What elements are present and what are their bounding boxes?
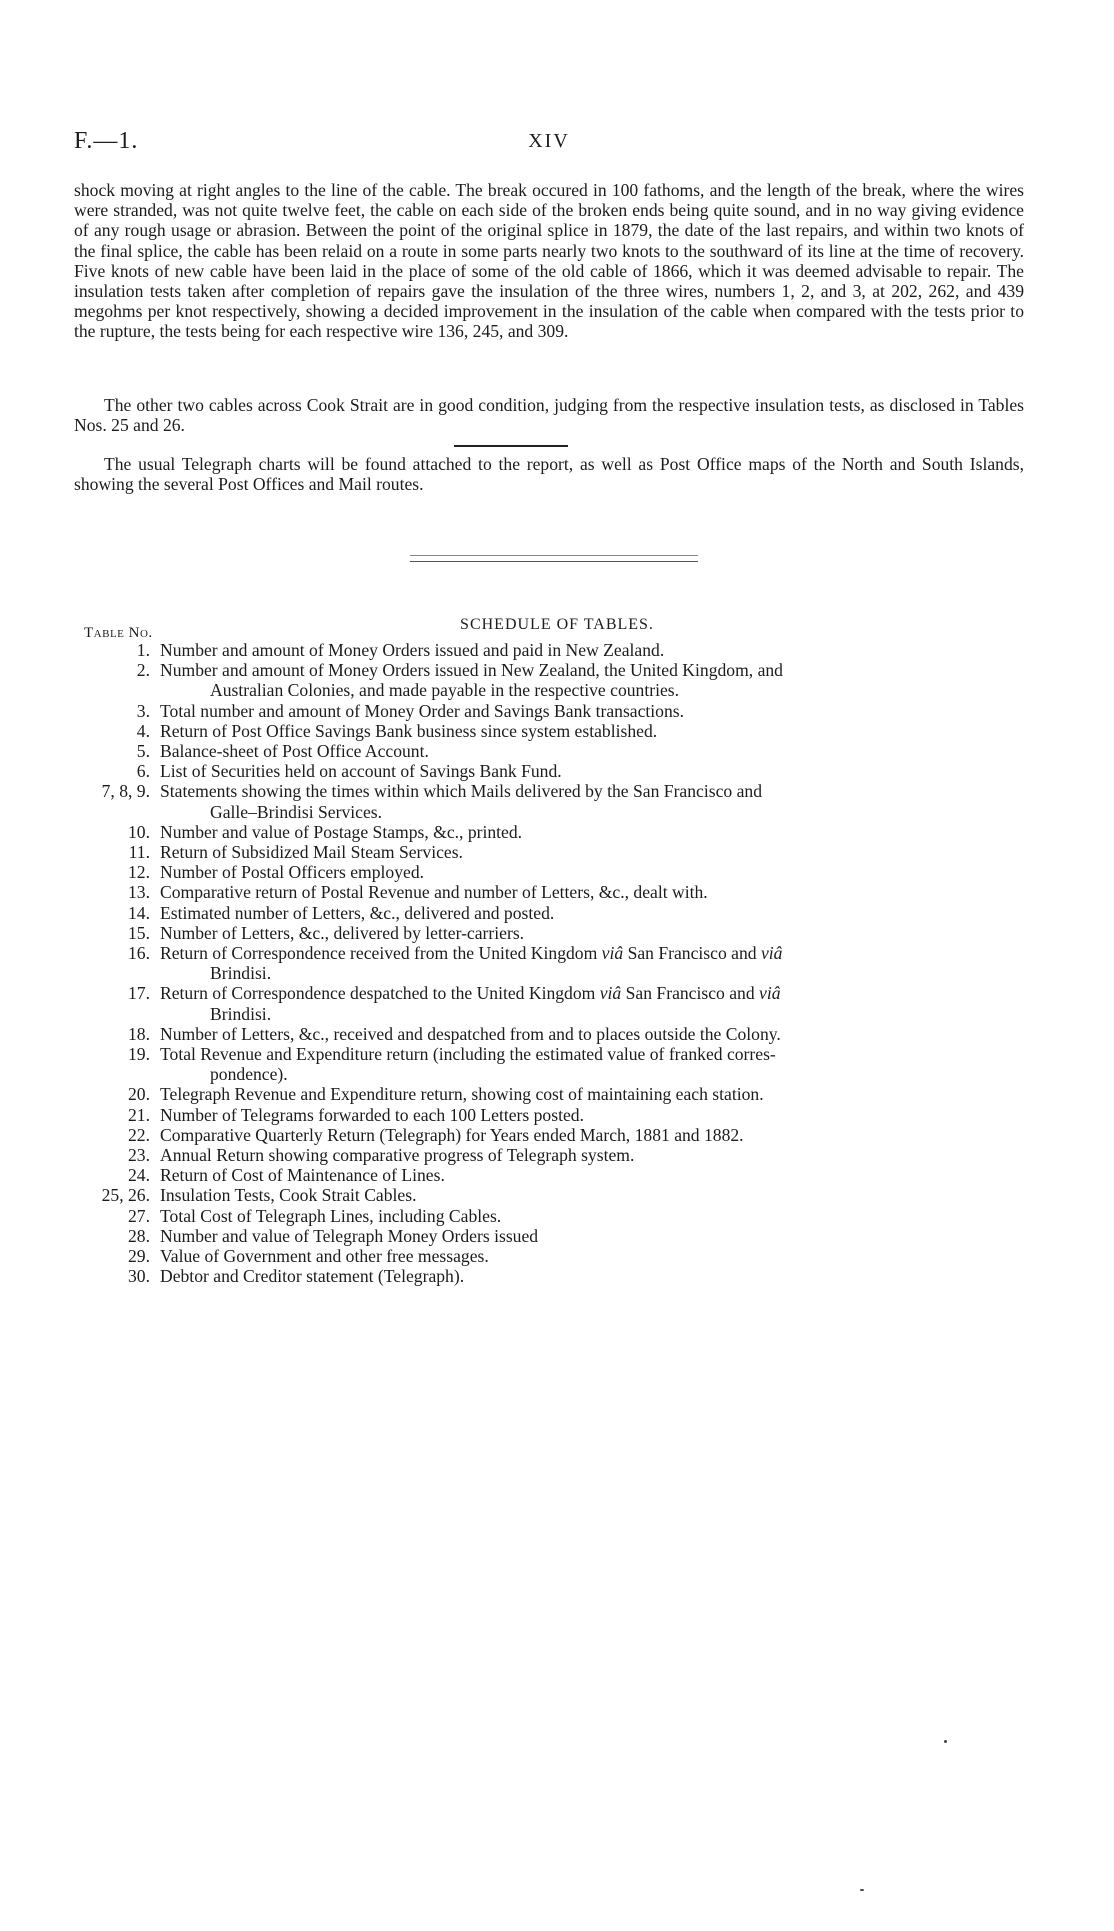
schedule-item-number: 15.: [128, 922, 150, 943]
schedule-item-number: 14.: [128, 902, 150, 923]
schedule-item: [74, 923, 1024, 943]
italic-via: viâ: [599, 983, 622, 1004]
section-divider: [454, 445, 568, 447]
schedule-item-description: Return of Correspondence received from the United Kingdom viâ San Francisco and viâ: [160, 943, 783, 964]
schedule-item-description: Estimated number of Letters, &c., delivered and posted.: [160, 902, 555, 923]
schedule-item-number: 12.: [128, 862, 150, 883]
schedule-item: [74, 983, 1024, 1023]
schedule-item: [74, 882, 1024, 902]
schedule-item-number: 4.: [136, 720, 150, 741]
paper-speck: [944, 1740, 947, 1743]
schedule-item: [74, 943, 1024, 983]
schedule-item: [74, 862, 1024, 882]
italic-via: viâ: [759, 983, 781, 1004]
schedule-item-description: Debtor and Creditor statement (Telegraph).: [160, 1266, 465, 1287]
schedule-item-continuation: Galle–Brindisi Services.: [210, 801, 382, 822]
schedule-item-description: Telegraph Revenue and Expenditure return, showing cost of maintaining each station.: [160, 1084, 764, 1105]
schedule-item-description: Return of Correspondence despatched to the United Kingdom viâ San Francisco and viâ: [160, 983, 781, 1004]
schedule-item-number: 7, 8, 9.: [101, 781, 150, 802]
schedule-item-continuation: pondence).: [210, 1064, 288, 1085]
schedule-item-description: Number and amount of Money Orders issued in New Zealand, the United Kingdom, and: [160, 660, 783, 681]
schedule-item-description: Number of Telegrams forwarded to each 100 Letters posted.: [160, 1104, 584, 1125]
schedule-item: [74, 1105, 1024, 1125]
schedule-item-description: Balance-sheet of Post Office Account.: [160, 741, 429, 762]
paragraph-text: shock moving at right angles to the line of the cable. The break occured in 100 fathoms, and the length of the break, where the wires were stranded, was not quite twelve feet, the cable on each side of the broken ends being quite sound, and in no way giving evidence of any rough usage or abrasion. Between the point of the original splice in 1879, the date of the last repairs, and within two knots of the final splice, the cable has been relaid on a route in some parts nearly two knots to the southward of its line at the time of recovery. Five knots of new cable have been laid in the place of some of the old cable of 1866, which it was deemed advisable to repair. The insulation tests taken after completion of repairs gave the insulation of the three wires, numbers 1, 2, and 3, at 202, 262, and 439 megohms per knot respectively, showing a decided improvement in the insulation of the cable when compared with the tests prior to the rupture, the tests being for each respective wire 136, 245, and 309.: [74, 180, 1024, 342]
schedule-item-description: Return of Subsidized Mail Steam Services.: [160, 842, 463, 863]
schedule-item: [74, 1185, 1024, 1205]
schedule-item-number: 19.: [128, 1044, 150, 1065]
schedule-item: [74, 701, 1024, 721]
schedule-item-description: Return of Cost of Maintenance of Lines.: [160, 1165, 445, 1186]
schedule-item-number: 6.: [136, 761, 150, 782]
schedule-item: [74, 1226, 1024, 1246]
schedule-item-description: Total Cost of Telegraph Lines, including Cables.: [160, 1205, 502, 1226]
page-id: F.—1.: [74, 128, 139, 154]
schedule-item-description: Number of Postal Officers employed.: [160, 862, 425, 883]
schedule-item-description: List of Securities held on account of Savings Bank Fund.: [160, 761, 562, 782]
schedule-item-description: Total number and amount of Money Order and Savings Bank transactions.: [160, 700, 685, 721]
schedule-title: SCHEDULE OF TABLES.: [460, 616, 654, 633]
schedule-item-number: 3.: [136, 700, 150, 721]
schedule-item-description: Insulation Tests, Cook Strait Cables.: [160, 1185, 417, 1206]
schedule-item: [74, 822, 1024, 842]
schedule-item: [74, 1024, 1024, 1044]
schedule-item: [74, 660, 1024, 700]
schedule-item: [74, 1266, 1024, 1286]
paragraph-charts: [74, 454, 1024, 494]
schedule-item: [74, 721, 1024, 741]
schedule-item-number: 2.: [136, 660, 150, 681]
schedule-item-description: Number and amount of Money Orders issued and paid in New Zealand.: [160, 640, 665, 660]
schedule-item-number: 27.: [128, 1205, 150, 1226]
schedule-item-number: 30.: [128, 1266, 150, 1287]
schedule-item: [74, 741, 1024, 761]
schedule-item: [74, 640, 1024, 660]
paper-speck: [860, 1889, 864, 1891]
schedule-item-description: Comparative return of Postal Revenue and number of Letters, &c., dealt with.: [160, 882, 708, 903]
schedule-item-description: Comparative Quarterly Return (Telegraph) for Years ended March, 1881 and 1882.: [160, 1124, 744, 1145]
schedule-item-number: 20.: [128, 1084, 150, 1105]
schedule-item: [74, 1145, 1024, 1165]
schedule-item: [74, 1044, 1024, 1084]
schedule-item-description: Statements showing the times within which Mails delivered by the San Francisco and: [160, 781, 762, 802]
schedule-item-continuation: Brindisi.: [210, 1003, 272, 1024]
schedule-item-description: Number and value of Postage Stamps, &c., printed.: [160, 821, 523, 842]
schedule-item-description: Number of Letters, &c., delivered by letter-carriers.: [160, 922, 525, 943]
schedule-item-number: 10.: [128, 821, 150, 842]
schedule-item-description: Total Revenue and Expenditure return (including the estimated value of franked corres-: [160, 1044, 776, 1065]
schedule-item-number: 13.: [128, 882, 150, 903]
schedule-item-number: 21.: [128, 1104, 150, 1125]
double-rule-divider: [410, 555, 698, 562]
schedule-item: [74, 1125, 1024, 1145]
page-header: [74, 128, 1024, 158]
schedule-item: [74, 1165, 1024, 1185]
paragraph-other-cables: [74, 395, 1024, 435]
schedule-item: [74, 903, 1024, 923]
schedule-item-number: 16.: [128, 943, 150, 964]
schedule-item-number: 24.: [128, 1165, 150, 1186]
italic-via: viâ: [601, 943, 624, 964]
schedule-list: [74, 640, 1024, 1287]
schedule-item-number: 25, 26.: [101, 1185, 150, 1206]
schedule-item-number: 22.: [128, 1124, 150, 1145]
schedule-item: [74, 1206, 1024, 1226]
schedule-item-description: Annual Return showing comparative progress of Telegraph system.: [160, 1145, 635, 1166]
paragraph-cable-repair: [74, 180, 1024, 342]
schedule-item: [74, 1246, 1024, 1266]
schedule-item-description: Return of Post Office Savings Bank business since system established.: [160, 720, 658, 741]
paragraph-text: The usual Telegraph charts will be found attached to the report, as well as Post Office maps of the North and South Islands, showing the several Post Offices and Mail routes.: [74, 454, 1024, 495]
schedule-item-number: 18.: [128, 1023, 150, 1044]
italic-via: viâ: [760, 943, 783, 964]
schedule-item-number: 23.: [128, 1145, 150, 1166]
schedule-item-number: 1.: [136, 640, 150, 660]
table-no-label-text: Table No.: [84, 625, 153, 641]
schedule-item-number: 28.: [128, 1225, 150, 1246]
schedule-item-continuation: Australian Colonies, and made payable in the respective countries.: [210, 680, 680, 701]
schedule-item-continuation: Brindisi.: [210, 963, 272, 984]
schedule-item-description: Value of Government and other free messages.: [160, 1246, 489, 1267]
schedule-item-number: 17.: [128, 983, 150, 1004]
schedule-item-number: 29.: [128, 1246, 150, 1267]
paragraph-text: The other two cables across Cook Strait are in good condition, judging from the respective insulation tests, as disclosed in Tables Nos. 25 and 26.: [74, 395, 1024, 436]
schedule-item-number: 5.: [136, 741, 150, 762]
schedule-item: [74, 1084, 1024, 1104]
schedule-item-description: Number and value of Telegraph Money Orders issued: [160, 1225, 539, 1246]
schedule-item-number: 11.: [128, 842, 150, 863]
schedule-item: [74, 761, 1024, 781]
schedule-item-description: Number of Letters, &c., received and despatched from and to places outside the Colony.: [160, 1023, 781, 1044]
page-number: XIV: [528, 130, 570, 152]
schedule-item: [74, 781, 1024, 821]
schedule-item: [74, 842, 1024, 862]
